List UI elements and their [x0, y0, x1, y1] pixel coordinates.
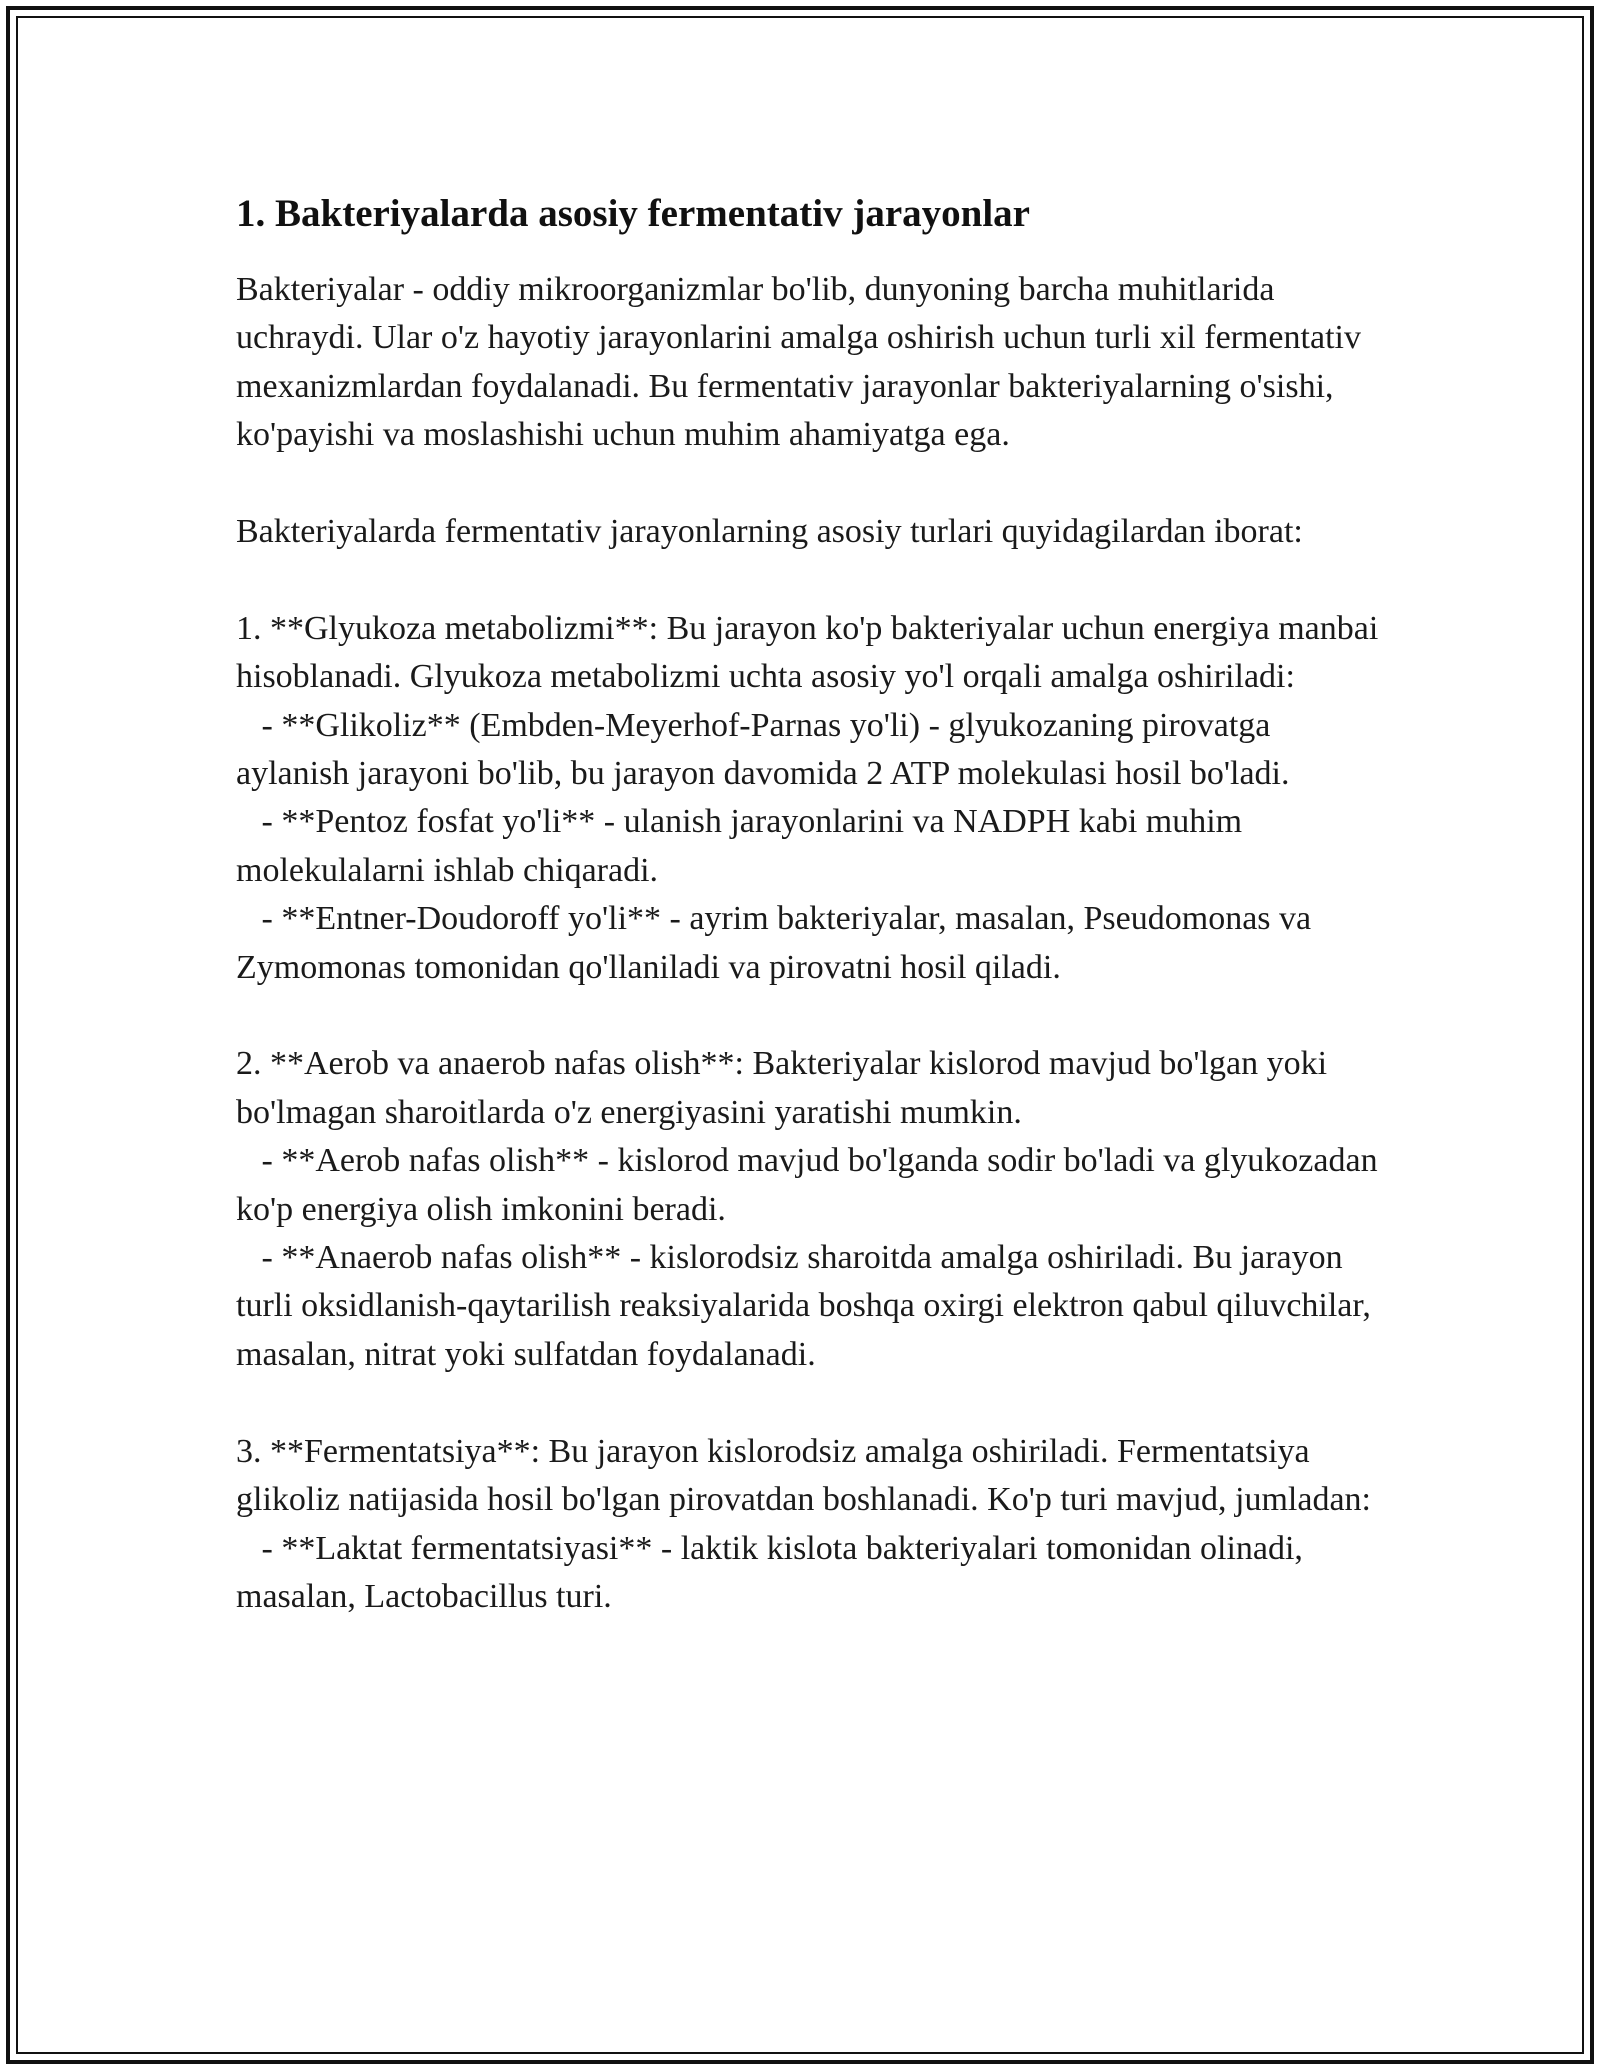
types-intro-paragraph: Bakteriyalarda fermentativ jarayonlarning asosiy turlari quyidagilardan iborat:	[236, 513, 1303, 551]
paragraph-spacer	[236, 1379, 1386, 1427]
document-body	[236, 188, 1386, 1621]
respiration-section: 2. **Aerob va anaerob nafas olish**: Bakteriyalar kislorod mavjud bo'lgan yoki bo'lmagan sharoitlarda o'z energiyasini yaratishi mumkin. - **Aerob nafas olish** - kislorod mavjud bo'lganda sodir bo'ladi va glyukozadan ko'p energiya olish imkonini beradi. - **Anaerob nafas olish** - kislorodsiz sharoitda amalga oshiriladi. Bu jarayon turli oksidlanish-qaytarilish reaksiyalarida boshqa oxirgi elektron qabul qiluvchilar, masalan, nitrat yoki sulfatdan foydalanadi.	[236, 1045, 1378, 1373]
fermentation-section: 3. **Fermentatsiya**: Bu jarayon kislorodsiz amalga oshiriladi. Fermentatsiya glikoliz natijasida hosil bo'lgan pirovatdan boshlanadi. Ko'p turi mavjud, jumladan: - **Laktat fermentatsiyasi** - laktik kislota bakteriyalari tomonidan olinadi, masalan, Lactobacillus turi.	[236, 1432, 1371, 1615]
paragraph-spacer	[236, 992, 1386, 1040]
glucose-metabolism-section: 1. **Glyukoza metabolizmi**: Bu jarayon ko'p bakteriyalar uchun energiya manbai hisoblanadi. Glyukoza metabolizmi uchta asosiy yo'l orqali amalga oshiriladi: - **Glikoliz** (Embden-Meyerhof-Parnas yo'li) - glyukozaning pirovatga aylanish jarayoni bo'lib, bu jarayon davomida 2 ATP molekulasi hosil bo'ladi. - **Pentoz fosfat yo'li** - ulanish jarayonlarini va NADPH kabi muhim molekulalarni ishlab chiqaradi. - **Entner-Doudoroff yo'li** - ayrim bakteriyalar, masalan, Pseudomonas va Zymomonas tomonidan qo'llaniladi va pirovatni hosil qiladi.	[236, 609, 1379, 986]
document-title: 1. Bakteriyalarda asosiy fermentativ jarayonlar	[236, 192, 1030, 235]
intro-paragraph: Bakteriyalar - oddiy mikroorganizmlar bo'lib, dunyoning barcha muhitlarida uchraydi. Ular o'z hayotiy jarayonlarini amalga oshirish uchun turli xil fermentativ mexanizmlardan foydalanadi. Bu fermentativ jarayonlar bakteriyalarning o'sishi, ko'payishi va moslashishi uchun muhim ahamiyatga ega.	[236, 271, 1370, 454]
paragraph-spacer	[236, 556, 1386, 604]
paragraph-spacer	[236, 460, 1386, 508]
